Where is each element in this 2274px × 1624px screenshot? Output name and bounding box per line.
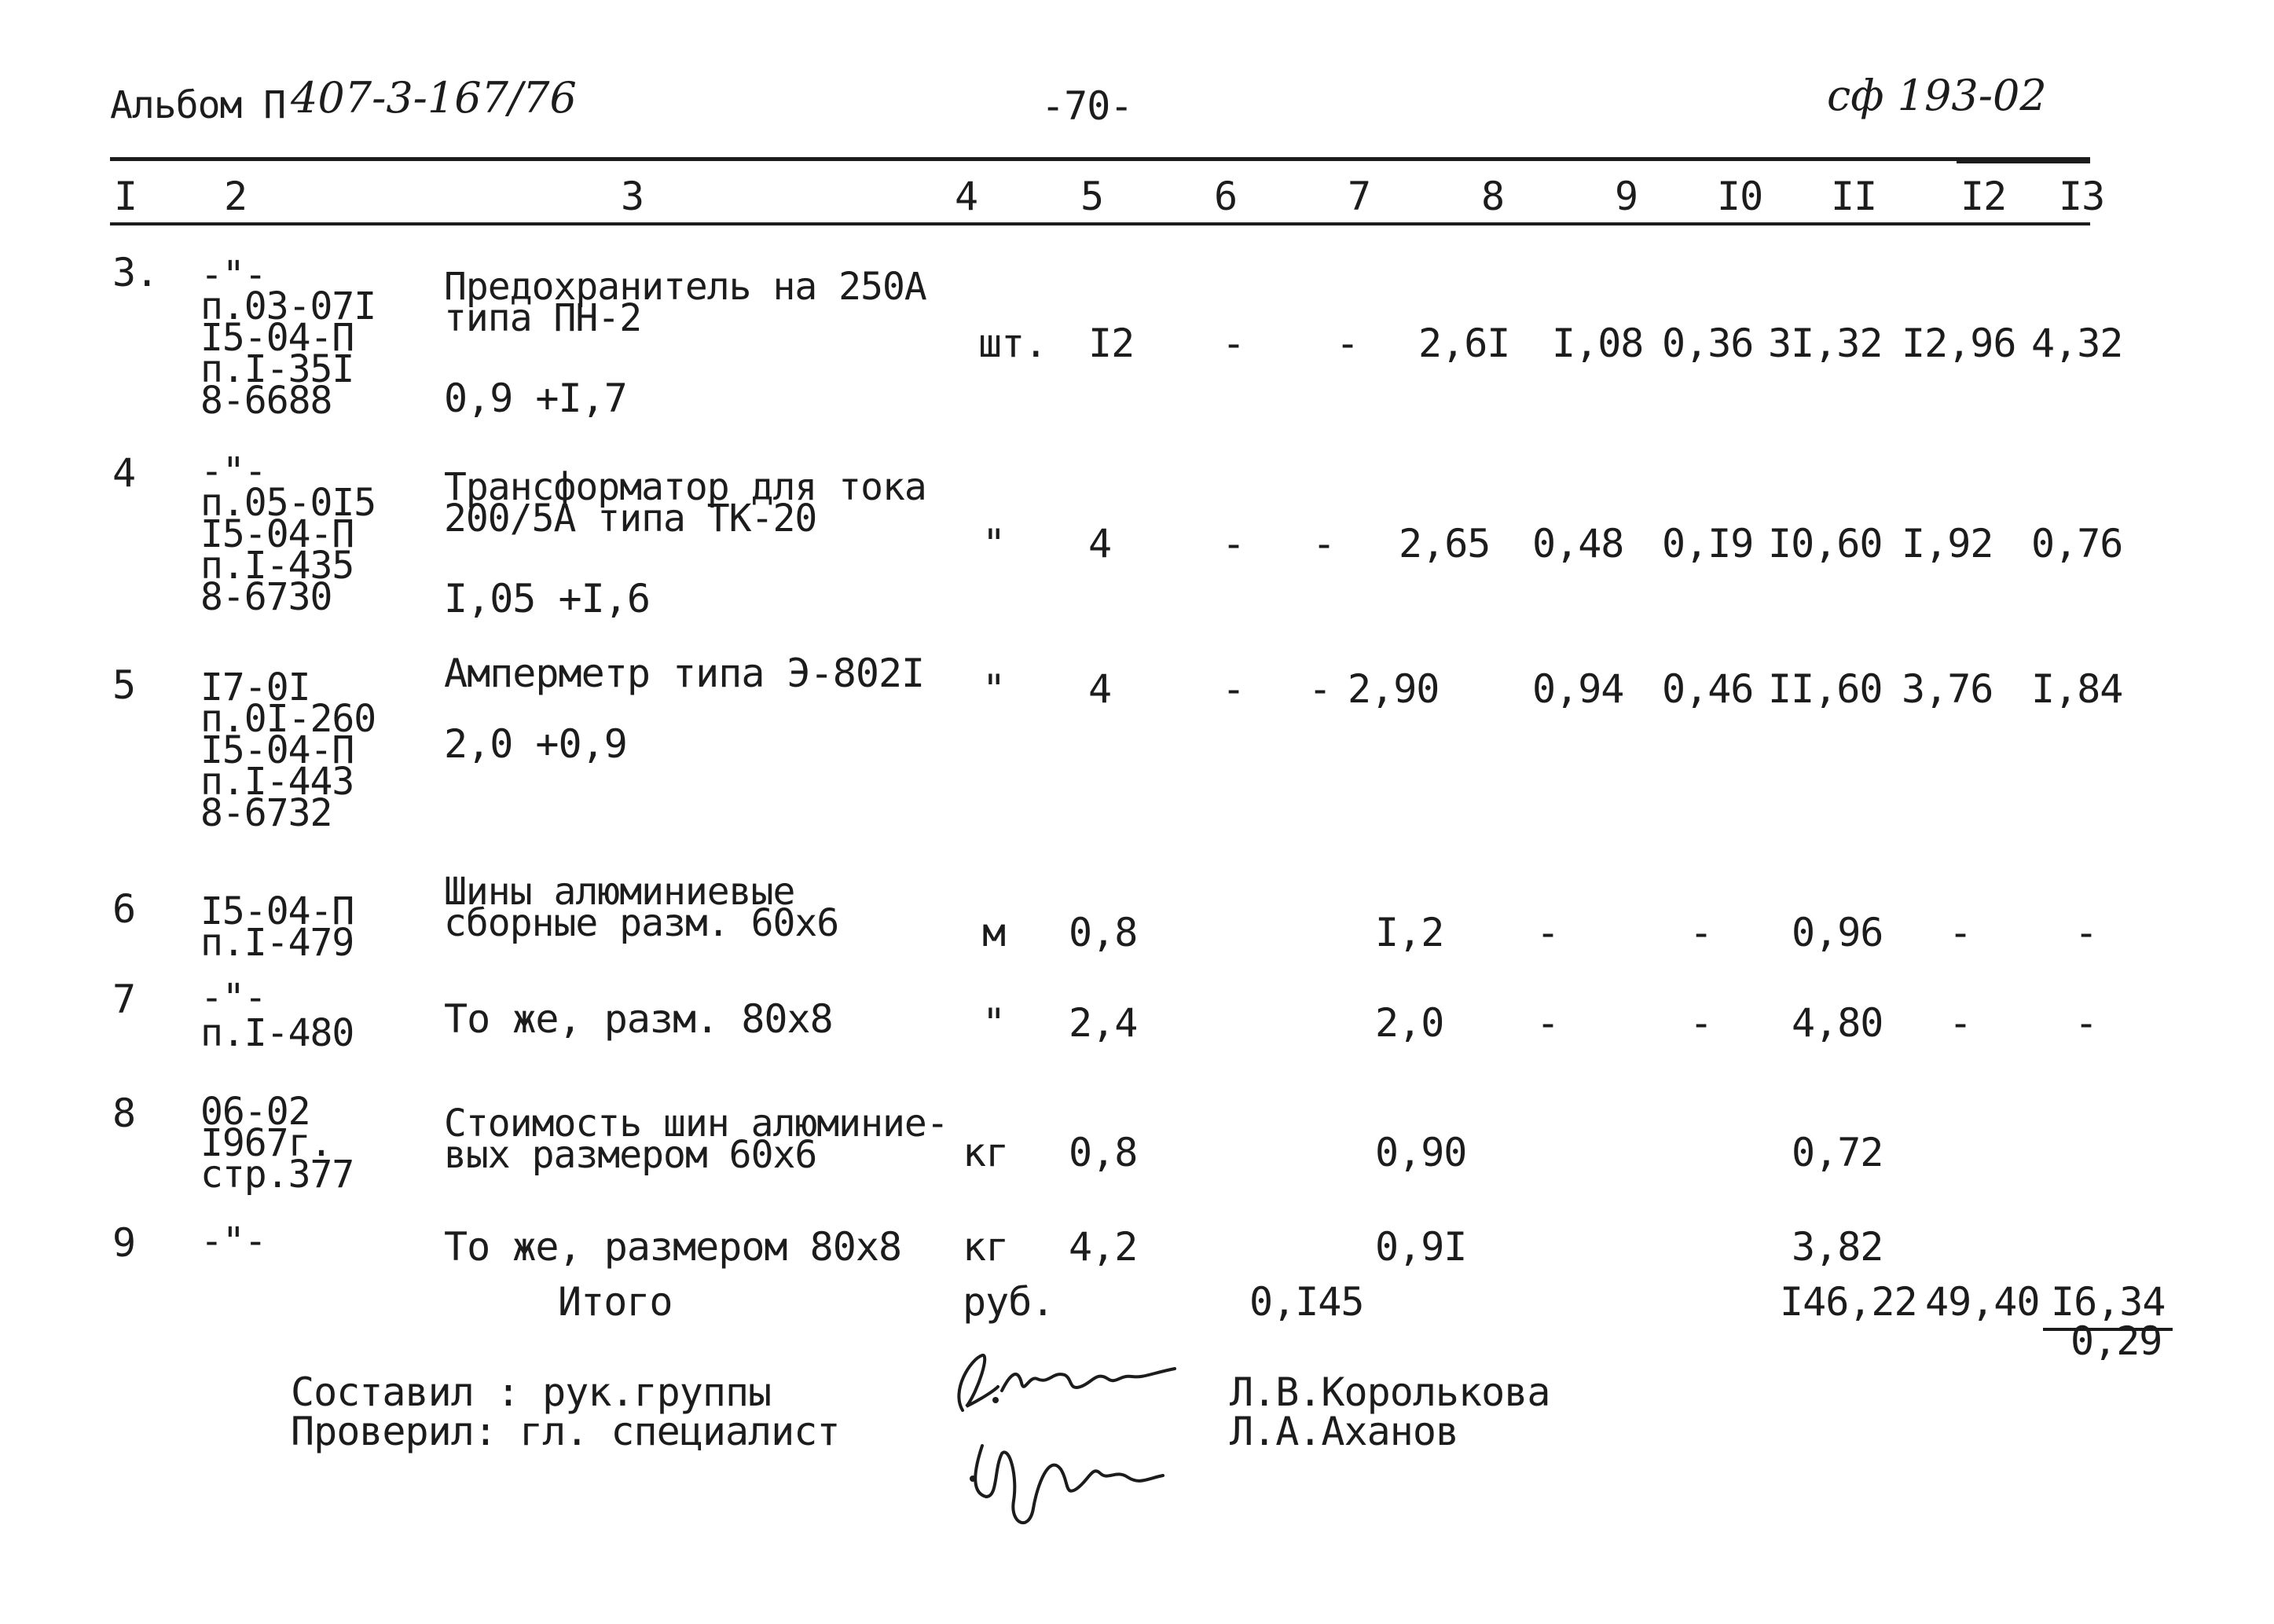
col-header-9: 9 [1615,174,1638,219]
row-3-c12: I2,96 [1902,321,2016,366]
page-number: -70- [1041,83,1133,129]
row-3-unit: шт. [978,321,1047,366]
row-5-c10: 0,46 [1662,666,1754,712]
row-4-c6: - [1222,521,1245,566]
row-7-num: 7 [112,977,136,1022]
row-4-code-2: I5-04-П [200,512,354,556]
row-5-unit: " [982,666,1006,712]
row-5-code-3: п.I-443 [200,760,354,804]
row-5-code-0: I7-0I [200,665,310,709]
row-7-code-1: п.I-480 [200,1011,354,1055]
row-5-c11: II,60 [1768,666,1883,712]
row-8-code-0: 06-02 [200,1090,310,1134]
row-7-c9: - [1536,1000,1560,1046]
row-8-code-2: стр.377 [200,1153,354,1197]
row-9-code-0: -"- [200,1219,266,1263]
row-4-c7: - [1312,521,1336,566]
row-3-c9: I,08 [1552,321,1644,366]
row-7-unit: " [982,1000,1006,1046]
row-3-code-4: 8-6688 [200,379,332,423]
row-5-c9: 0,94 [1532,666,1624,712]
row-9-unit: кг [963,1224,1009,1270]
row-7-c8: 2,0 [1375,1000,1444,1046]
row-3-c10: 0,36 [1662,321,1754,366]
row-3-code-3: п.I-35I [200,347,354,391]
total-c13-bottom: 0,29 [2070,1318,2162,1364]
row-5-coef: 2,0 +0,9 [444,721,627,767]
row-4-code-1: п.05-0I5 [200,481,376,525]
row-8-qty: 0,8 [1069,1130,1138,1175]
row-3-c8: 2,6I [1418,321,1510,366]
row-9-num: 9 [112,1220,136,1266]
row-3-code-1: п.03-07I [200,284,376,328]
row-5-code-2: I5-04-П [200,728,354,772]
row-6-c9: - [1536,910,1560,955]
row-6-c12: - [1949,910,1972,955]
row-6-c13: - [2074,910,2098,955]
row-5-code-4: 8-6732 [200,791,332,835]
row-8-name: Стоимость шин алюминие- вых размером 60х6 [444,1102,948,1177]
total-c11: I46,22 [1780,1279,1917,1325]
row-7-c10: - [1689,1000,1713,1046]
row-7-c12: - [1949,1000,1972,1046]
row-6-qty: 0,8 [1069,910,1138,955]
row-8-code-1: I967г. [200,1121,332,1165]
col-header-10: I0 [1717,174,1763,219]
row-8-c8: 0,90 [1375,1130,1467,1175]
row-9-c8: 0,9I [1375,1224,1467,1270]
row-3-name: Предохранитель на 250А типа ПН-2 [444,265,926,340]
row-6-unit: м [982,910,1006,955]
signature-korolkova [939,1344,1198,1422]
row-7-c13: - [2074,1000,2098,1046]
row-6-c11: 0,96 [1792,910,1883,955]
row-7-qty: 2,4 [1069,1000,1138,1046]
row-4-qty: 4 [1088,521,1112,566]
row-3-code-2: I5-04-П [200,316,354,360]
row-4-c10: 0,I9 [1662,521,1754,566]
row-7-name: То же, разм. 80х8 [444,996,833,1042]
row-6-code-1: п.I-479 [200,921,354,965]
row-4-c11: I0,60 [1768,521,1883,566]
row-9-c11: 3,82 [1792,1224,1883,1270]
row-4-code-3: п.I-435 [200,544,354,588]
row-8-unit: кг [963,1130,1009,1175]
row-5-num: 5 [112,662,136,708]
compiled-label: Составил : рук.группы [291,1369,772,1415]
col-header-12: I2 [1960,174,2007,219]
total-label: Итого [558,1279,673,1325]
row-6-name: Шины алюминиевые сборные разм. 60х6 [444,870,839,945]
row-5-qty: 4 [1088,666,1112,712]
row-5-c7: - [1308,666,1332,712]
row-6-c10: - [1689,910,1713,955]
col-header-4: 4 [955,174,978,219]
row-5-c13: I,84 [2031,666,2123,712]
row-3-num: 3. [112,250,159,295]
row-3-c11: 3I,32 [1768,321,1883,366]
row-3-coef: 0,9 +I,7 [444,376,627,421]
signature-akhanov [959,1422,1194,1540]
col-header-8: 8 [1481,174,1505,219]
row-4-c8: 2,65 [1399,521,1491,566]
row-4-coef: I,05 +I,6 [444,576,650,621]
row-6-code-0: I5-04-П [200,889,354,933]
col-header-1: I [114,174,138,219]
row-4-c9: 0,48 [1532,521,1624,566]
row-3-c13: 4,32 [2031,321,2123,366]
row-4-c13: 0,76 [2031,521,2123,566]
row-8-c11: 0,72 [1792,1130,1883,1175]
row-3-c6: - [1222,321,1245,366]
row-3-c7: - [1336,321,1359,366]
row-4-code-0: -"- [200,449,266,493]
total-c13-top: I6,34 [2051,1279,2166,1325]
compiled-name: Л.В.Королькова [1230,1369,1550,1415]
total-unit: руб. [963,1279,1054,1325]
row-8-num: 8 [112,1091,136,1136]
col-header-3: 3 [621,174,644,219]
row-9-qty: 4,2 [1069,1224,1138,1270]
row-5-c6: - [1222,666,1245,712]
row-4-code-4: 8-6730 [200,575,332,619]
album-number: 407-3-167/76 [291,73,577,123]
header-rule-bottom [110,222,2090,225]
col-header-2: 2 [224,174,248,219]
row-5-code-1: п.0I-260 [200,697,376,741]
row-9-name: То же, размером 80х8 [444,1224,902,1270]
sheet-code: сф 193-02 [1827,71,2047,120]
row-4-num: 4 [112,450,136,496]
row-6-c8: I,2 [1375,910,1444,955]
row-3-qty: I2 [1088,321,1135,366]
row-4-name: Трансформатор для тока 200/5А типа ТК-20 [444,465,926,541]
total-c12: 49,40 [1925,1279,2040,1325]
checked-label: Проверил: гл. специалист [291,1409,840,1454]
col-header-7: 7 [1348,174,1371,219]
col-header-6: 6 [1214,174,1238,219]
col-header-13: I3 [2059,174,2105,219]
header-rule-top-short [1957,161,2090,163]
total-c7: 0,I45 [1249,1279,1364,1325]
header-rule-top [110,157,2090,161]
col-header-5: 5 [1080,174,1104,219]
row-4-unit: " [982,521,1006,566]
row-5-c8: 2,90 [1348,666,1440,712]
row-7-code-0: -"- [200,976,266,1020]
row-7-c11: 4,80 [1792,1000,1883,1046]
row-5-name: Амперметр типа Э-802I [444,651,925,696]
album-prefix: Альбом П [110,83,286,127]
row-3-code-0: -"- [200,253,266,297]
row-5-c12: 3,76 [1902,666,1993,712]
row-4-c12: I,92 [1902,521,1993,566]
checked-name: Л.А.Аханов [1230,1409,1459,1454]
row-6-num: 6 [112,886,136,932]
col-header-11: II [1831,174,1877,219]
